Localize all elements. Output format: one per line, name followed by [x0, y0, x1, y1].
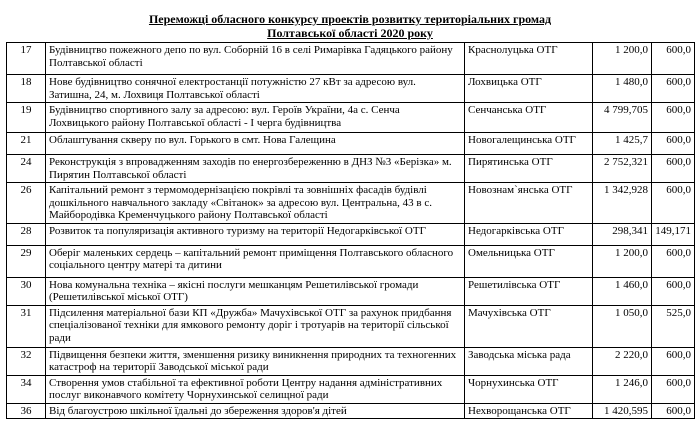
project-description: Реконструкція з впровадженням заходів по енергозбереженню в ДНЗ №3 «Берізка» м. Пирятин Полтавської області [46, 155, 465, 183]
project-cost: 4 799,705 [593, 103, 652, 133]
title-line-1: Переможці обласного конкурсу проектів розвитку територіальних громад [148, 12, 552, 26]
project-number: 21 [7, 133, 46, 155]
project-number: 34 [7, 375, 46, 403]
grant-amount: 525,0 [652, 305, 695, 347]
community-name: Сенчанська ОТГ [465, 103, 593, 133]
table-row [7, 75, 695, 103]
project-cost: 1 425,7 [593, 133, 652, 155]
project-cost: 298,341 [593, 223, 652, 245]
project-cost: 1 420,595 [593, 403, 652, 419]
project-cost: 2 220,0 [593, 347, 652, 375]
table-row [7, 43, 695, 75]
project-cost: 1 200,0 [593, 245, 652, 277]
grant-amount: 600,0 [652, 347, 695, 375]
grant-amount: 600,0 [652, 133, 695, 155]
project-description: Нове будівництво сонячної електростанції потужністю 27 кВт за адресою вул. Затишна, 24, м. Лохвиця Полтавської області [46, 75, 465, 103]
table-row [7, 375, 695, 403]
project-description: Нова комунальна техніка – якісні послуги мешканцям Решетилівської громади (Решетилівської міської ОТГ) [46, 277, 465, 305]
project-number: 30 [7, 277, 46, 305]
grant-amount: 600,0 [652, 155, 695, 183]
table-row [7, 277, 695, 305]
project-cost: 1 480,0 [593, 75, 652, 103]
table-row [7, 183, 695, 224]
table-row [7, 403, 695, 419]
community-name: Краснолуцька ОТГ [465, 43, 593, 75]
project-number: 29 [7, 245, 46, 277]
community-name: Нехворощанська ОТГ [465, 403, 593, 419]
community-name: Новознам`янська ОТГ [465, 183, 593, 224]
project-description: Облаштування скверу по вул. Горького в смт. Нова Галещина [46, 133, 465, 155]
grant-amount: 600,0 [652, 403, 695, 419]
grant-amount: 600,0 [652, 103, 695, 133]
project-cost: 1 200,0 [593, 43, 652, 75]
table-row [7, 223, 695, 245]
community-name: Чорнухинська ОТГ [465, 375, 593, 403]
project-number: 17 [7, 43, 46, 75]
project-number: 32 [7, 347, 46, 375]
community-name: Новогалещинська ОТГ [465, 133, 593, 155]
project-description: Розвиток та популяризація активного туризму на території Недогарківської ОТГ [46, 223, 465, 245]
grant-amount: 600,0 [652, 183, 695, 224]
project-cost: 1 460,0 [593, 277, 652, 305]
project-number: 19 [7, 103, 46, 133]
grant-amount: 600,0 [652, 43, 695, 75]
project-cost: 2 752,321 [593, 155, 652, 183]
table-row [7, 155, 695, 183]
grant-amount: 149,171 [652, 223, 695, 245]
community-name: Заводська міська рада [465, 347, 593, 375]
grant-amount: 600,0 [652, 277, 695, 305]
project-number: 31 [7, 305, 46, 347]
table-row [7, 245, 695, 277]
community-name: Мачухівська ОТГ [465, 305, 593, 347]
grant-amount: 600,0 [652, 245, 695, 277]
grant-amount: 600,0 [652, 375, 695, 403]
project-description: Створення умов стабільної та ефективної роботи Центру надання адміністративних послуг виконавчого комітету Чорнухинської селищної ради [46, 375, 465, 403]
project-number: 24 [7, 155, 46, 183]
title-line-2: Полтавської області 2020 року [267, 26, 433, 40]
table-row [7, 103, 695, 133]
community-name: Пирятинська ОТГ [465, 155, 593, 183]
project-description: Оберіг маленьких сердець – капітальний ремонт приміщення Полтавського обласного соціального центру матері та дитини [46, 245, 465, 277]
community-name: Лохвицька ОТГ [465, 75, 593, 103]
table-row [7, 347, 695, 375]
winners-table [6, 42, 695, 419]
project-description: Будівництво пожежного депо по вул. Соборній 16 в селі Римарівка Гадяцького району Полтавської області [46, 43, 465, 75]
project-description: Від благоустрою шкільної їдальні до збереження здоров'я дітей [46, 403, 465, 419]
project-cost: 1 342,928 [593, 183, 652, 224]
project-number: 36 [7, 403, 46, 419]
project-cost: 1 246,0 [593, 375, 652, 403]
community-name: Недогарківська ОТГ [465, 223, 593, 245]
project-description: Підсилення матеріальної бази КП «Дружба» Мачухівської ОТГ за рахунок придбання спеціалізованої техніки для ямкового ремонту доріг і тротуарів на території сільської ради [46, 305, 465, 347]
project-description: Будівництво спортивного залу за адресою: вул. Героїв України, 4а с. Сенча Лохвицького району Полтавської області - І черга будівництва [46, 103, 465, 133]
project-description: Підвищення безпеки життя, зменшення ризику виникнення природних та техногенних катастроф на території Заводської міської ради [46, 347, 465, 375]
project-description: Капітальний ремонт з термомодернізацією покрівлі та зовнішніх фасадів будівлі дошкільного навчального закладу «Світанок» за адресою вул. Центральна, 43 в с. Майбородівка Кременчуцького району Полтавської області [46, 183, 465, 224]
project-number: 28 [7, 223, 46, 245]
grant-amount: 600,0 [652, 75, 695, 103]
table-body [7, 43, 695, 419]
project-number: 18 [7, 75, 46, 103]
community-name: Омельницька ОТГ [465, 245, 593, 277]
table-row [7, 305, 695, 347]
project-number: 26 [7, 183, 46, 224]
project-cost: 1 050,0 [593, 305, 652, 347]
page-title [0, 12, 700, 40]
community-name: Решетилівська ОТГ [465, 277, 593, 305]
table-row [7, 133, 695, 155]
